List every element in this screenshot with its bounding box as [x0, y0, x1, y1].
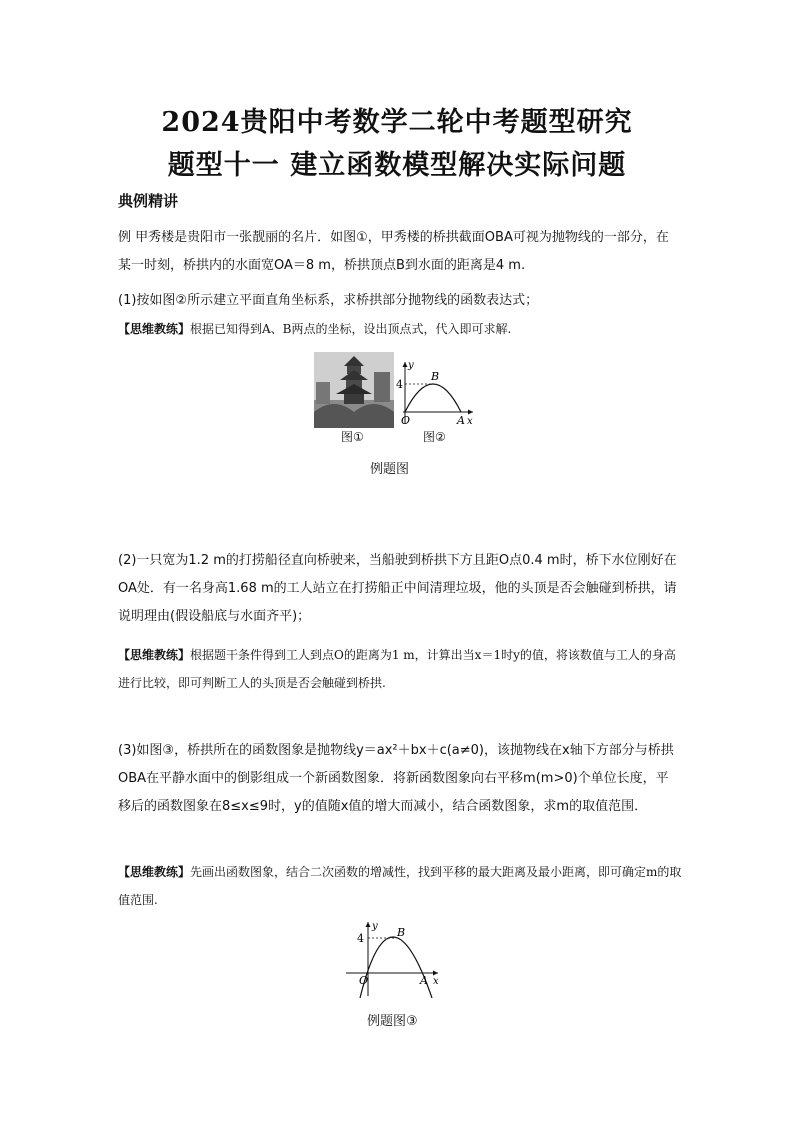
section-heading: 典例精讲 — [118, 192, 179, 210]
title-line-2: 题型十一 建立函数模型解决实际问题 — [167, 150, 627, 181]
parabola-graph-figure-2 — [393, 358, 477, 426]
x-axis-label: x — [433, 976, 439, 987]
figure-caption-1-2: 例题图 — [370, 462, 410, 477]
x-axis-label: x — [467, 416, 473, 426]
pagoda-photo-figure — [314, 352, 394, 428]
hint-3 — [118, 858, 682, 914]
figure-1-label: 图① — [341, 430, 364, 444]
title-line-1: 2024贵阳中考数学二轮中考题型研究 — [161, 107, 633, 138]
origin-label: O — [401, 414, 411, 426]
point-b-label: B — [397, 926, 406, 939]
tick-label-4: 4 — [357, 932, 364, 945]
example-intro: 例 甲秀楼是贵阳市一张靓丽的名片．如图①，甲秀楼的桥拱截面OBA可视为抛物线的一部分，在某一时刻，桥拱内的水面宽OA＝8 m，桥拱顶点B到水面的距离是4 m. — [118, 230, 669, 273]
question-1: (1)按如图②所示建立平面直角坐标系，求桥拱部分抛物线的函数表达式； — [118, 293, 539, 308]
question-3: (3)如图③，桥拱所在的函数图象是抛物线y＝ax²＋bx＋c(a≠0)，该抛物线在x轴下方部分与桥拱OBA在平静水面中的倒影组成一个新函数图象．将新函数图象向右平移m(m>0)个单位长度，平移后的函数图象在8≤x≤9时，y的值随x值的增大而减小，结合函数图象，求m的取值范围． — [118, 743, 674, 814]
hint-2-text: 根据题干条件得到工人到点O的距离为1 m，计算出当x＝1时y的值，将该数值与工人的身高进行比较，即可判断工人的头顶是否会触碰到桥拱. — [118, 648, 676, 690]
hint-label: 【思维教练】 — [118, 322, 191, 336]
hint-1 — [118, 315, 682, 343]
hint-label: 【思维教练】 — [118, 648, 191, 662]
figure-caption-3: 例题图③ — [367, 1014, 418, 1029]
hint-3-text: 先画出函数图象，结合二次函数的增减性，找到平移的最大距离及最小距离，即可确定m的取值范围. — [118, 865, 682, 907]
parabola-graph-figure-3 — [342, 918, 442, 1000]
question-2: (2)一只宽为1.2 m的打捞船径直向桥驶来，当船驶到桥拱下方且距O点0.4 m时，桥下水位刚好在OA处．有一名身高1.68 m的工人站立在打捞船正中间清理垃圾，他的头顶是否会触碰到桥拱，请说明理由(假设船底与水面齐平)； — [118, 553, 677, 624]
hint-label: 【思维教练】 — [118, 865, 191, 879]
tick-label-4: 4 — [396, 378, 403, 391]
hint-1-text: 根据已知得到A、B两点的坐标，设出顶点式，代入即可求解. — [190, 322, 512, 336]
y-axis-label: y — [408, 360, 414, 371]
point-a-label: A — [420, 974, 428, 987]
point-b-label: B — [431, 370, 440, 383]
y-axis-label: y — [372, 921, 378, 932]
point-a-label: A — [457, 414, 465, 426]
origin-label: O — [359, 974, 369, 987]
figure-2-label: 图② — [423, 430, 446, 444]
hint-2 — [118, 641, 682, 697]
